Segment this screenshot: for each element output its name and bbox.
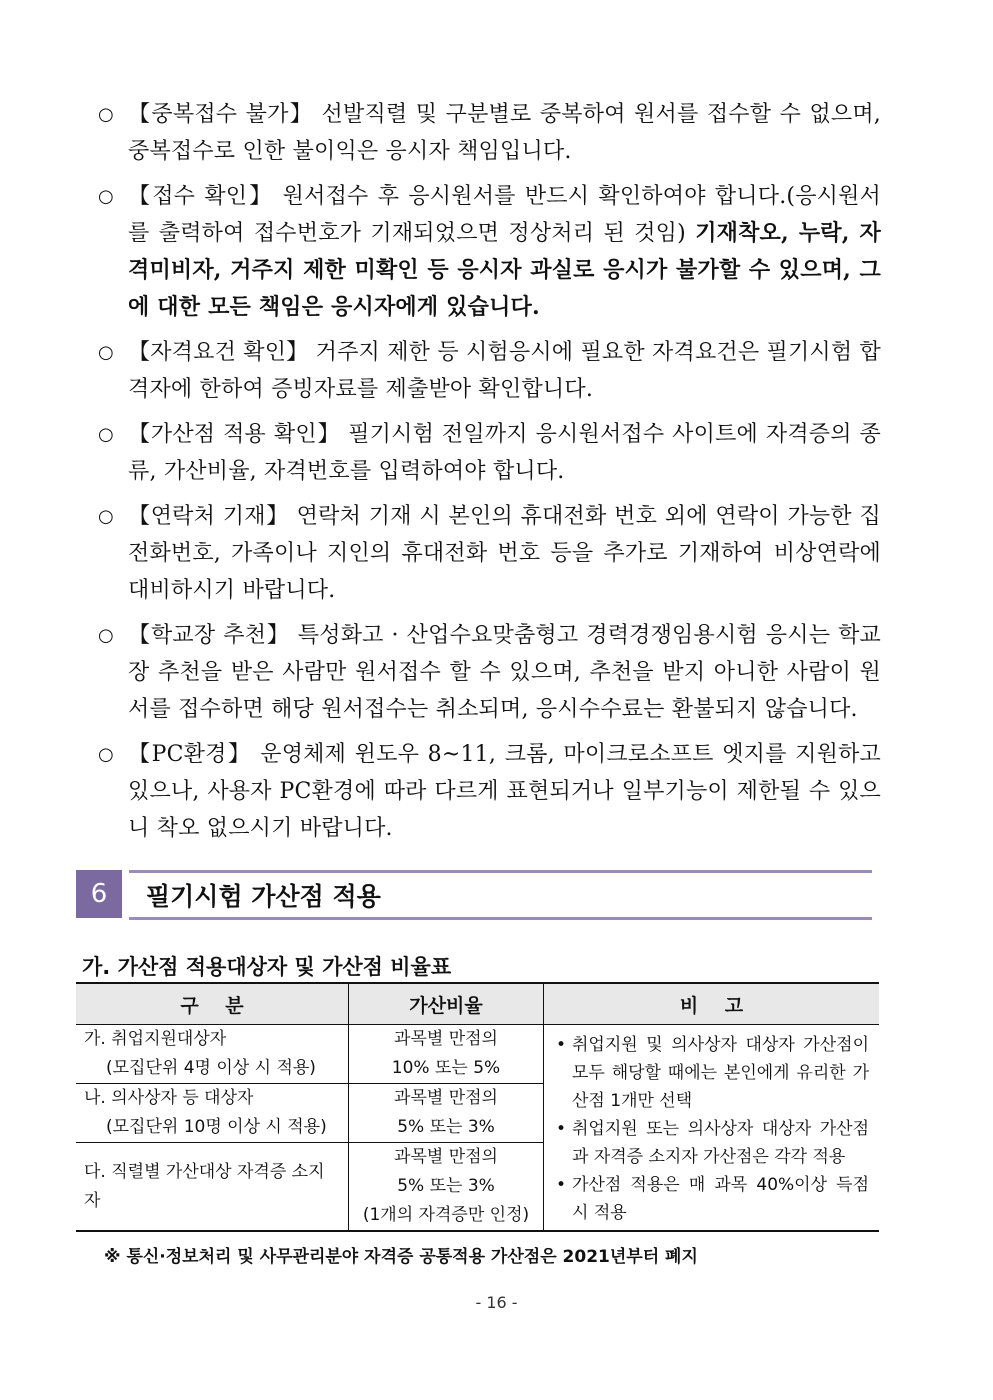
notice-text: 운영체제 윈도우 8~11, 크롬, 마이크로소프트 엣지를 지원하고 있으나, 사용자 PC환경에 따라 다르게 표현되거나 일부기능이 제한될 수 있으니 착오 없으시기 바랍니다.	[128, 742, 881, 841]
notice-title: 【학교장 추천】	[128, 623, 290, 648]
page-number: - 16 -	[475, 1293, 518, 1312]
footnote: ※ 통신·정보처리 및 사무관리분야 자격증 공통적용 가산점은 2021년부터 폐지	[104, 1247, 698, 1267]
notice-pc-environment	[96, 736, 881, 847]
ratio-line: 과목별 만점의	[394, 1147, 498, 1167]
header-category: 구 분	[76, 983, 349, 1025]
notice-text: 선발직렬 및 구분별로 중복하여 원서를 접수할 수 없으며, 중복접수로 인한 불이익은 응시자 책임입니다.	[128, 102, 881, 164]
notice-title: 【가산점 적용 확인】	[128, 422, 341, 447]
notice-text: 특성화고 · 산업수요맞춤형고 경력경쟁임용시험 응시는 학교장 추천을 받은 사람만 원서접수 할 수 있으며, 추천을 받지 아니한 사람이 원서를 접수하면 해당 원서접수는 취소되며, 응시수수료는 환불되지 않습니다.	[128, 623, 882, 722]
section-divider-bottom	[129, 917, 872, 920]
ratio-cell	[349, 1084, 544, 1143]
bonus-rate-table	[76, 982, 879, 1232]
bullet-circle: ○	[98, 342, 114, 363]
notice-principal-recommendation	[96, 617, 881, 728]
notice-confirm	[96, 178, 881, 326]
table-header-row	[76, 983, 879, 1025]
notice-title: 【연락처 기재】	[128, 504, 289, 529]
bullet-dot: •	[556, 1119, 567, 1139]
notice-text: 원서접수 후 응시원서를 반드시 확인하여야 합니다.(응시원서를 출력하여 접수번호가 기재되었으면 정상처리 된 것임)	[128, 184, 881, 246]
notice-list	[96, 96, 881, 855]
bullet-circle: ○	[98, 104, 114, 125]
ratio-cell	[349, 1025, 544, 1084]
bullet-dot: •	[556, 1035, 567, 1055]
section-header	[76, 870, 872, 920]
ratio-line: 과목별 만점의	[394, 1088, 498, 1108]
category-sub: (모집단위 10명 이상 시 적용)	[106, 1117, 327, 1137]
notice-title: 【자격요건 확인】	[128, 340, 309, 365]
ratio-line: 10% 또는 5%	[391, 1058, 501, 1078]
category-main: 나. 의사상자 등 대상자	[84, 1088, 254, 1108]
notice-bonus-points	[96, 416, 881, 490]
ratio-line: 과목별 만점의	[394, 1029, 498, 1049]
ratio-line: 5% 또는 3%	[397, 1176, 495, 1196]
notice-text: 연락처 기재 시 본인의 휴대전화 번호 외에 연락이 가능한 집 전화번호, 가족이나 지인의 휴대전화 번호 등을 추가로 기재하여 비상연락에 대비하시기 바랍니다.	[128, 504, 881, 603]
bullet-circle: ○	[98, 506, 114, 527]
notice-duplicate	[96, 96, 881, 170]
category-cell	[76, 1025, 349, 1084]
sub-heading: 가. 가산점 적용대상자 및 가산점 비율표	[82, 955, 452, 979]
notice-title: 【접수 확인】	[128, 184, 274, 209]
notice-title: 【중복접수 불가】	[128, 102, 314, 127]
bullet-circle: ○	[98, 625, 114, 646]
category-cell	[76, 1084, 349, 1143]
notice-text: 필기시험 전일까지 응시원서접수 사이트에 자격증의 종류, 가산비율, 자격번호를 입력하여야 합니다.	[128, 422, 881, 484]
table-row	[76, 1025, 879, 1084]
notice-bold-text: 기재착오, 누락, 자격미비자, 거주지 제한 미확인 등 응시자 과실로 응시가 불가할 수 있으며, 그에 대한 모든 책임은 응시자에게 있습니다.	[128, 220, 881, 320]
section-number: 6	[76, 870, 122, 918]
bullet-circle: ○	[98, 744, 114, 765]
section-divider-top	[129, 870, 872, 873]
bullet-circle: ○	[98, 424, 114, 445]
remark-item	[556, 1115, 869, 1171]
category-main: 가. 취업지원대상자	[84, 1029, 227, 1049]
ratio-line: (1개의 자격증만 인정)	[362, 1205, 530, 1225]
ratio-cell	[349, 1143, 544, 1232]
notice-text: 거주지 제한 등 시험응시에 필요한 자격요건은 필기시험 합격자에 한하여 증빙자료를 제출받아 확인합니다.	[128, 340, 881, 402]
category-main: 다. 직렬별 가산대상 자격증 소지자	[84, 1161, 325, 1211]
category-cell	[76, 1143, 349, 1232]
remarks-cell	[544, 1025, 880, 1232]
header-remarks: 비 고	[544, 983, 880, 1025]
notice-contact	[96, 498, 881, 609]
header-ratio: 가산비율	[349, 983, 544, 1025]
remark-text: 가산점 적용은 매 과목 40%이상 득점 시 적용	[572, 1175, 869, 1223]
ratio-line: 5% 또는 3%	[397, 1117, 495, 1137]
remark-item	[556, 1031, 869, 1115]
notice-eligibility	[96, 334, 881, 408]
bullet-dot: •	[556, 1175, 567, 1195]
remark-text: 취업지원 및 의사상자 대상자 가산점이 모두 해당할 때에는 본인에게 유리한 가산점 1개만 선택	[572, 1035, 869, 1111]
bullet-circle: ○	[98, 186, 114, 207]
notice-title: 【PC환경】	[128, 742, 252, 767]
remark-text: 취업지원 또는 의사상자 대상자 가산점과 자격증 소지자 가산점은 각각 적용	[572, 1119, 869, 1167]
category-sub: (모집단위 4명 이상 시 적용)	[106, 1058, 316, 1078]
remark-item	[556, 1171, 869, 1227]
section-title: 필기시험 가산점 적용	[146, 882, 381, 911]
